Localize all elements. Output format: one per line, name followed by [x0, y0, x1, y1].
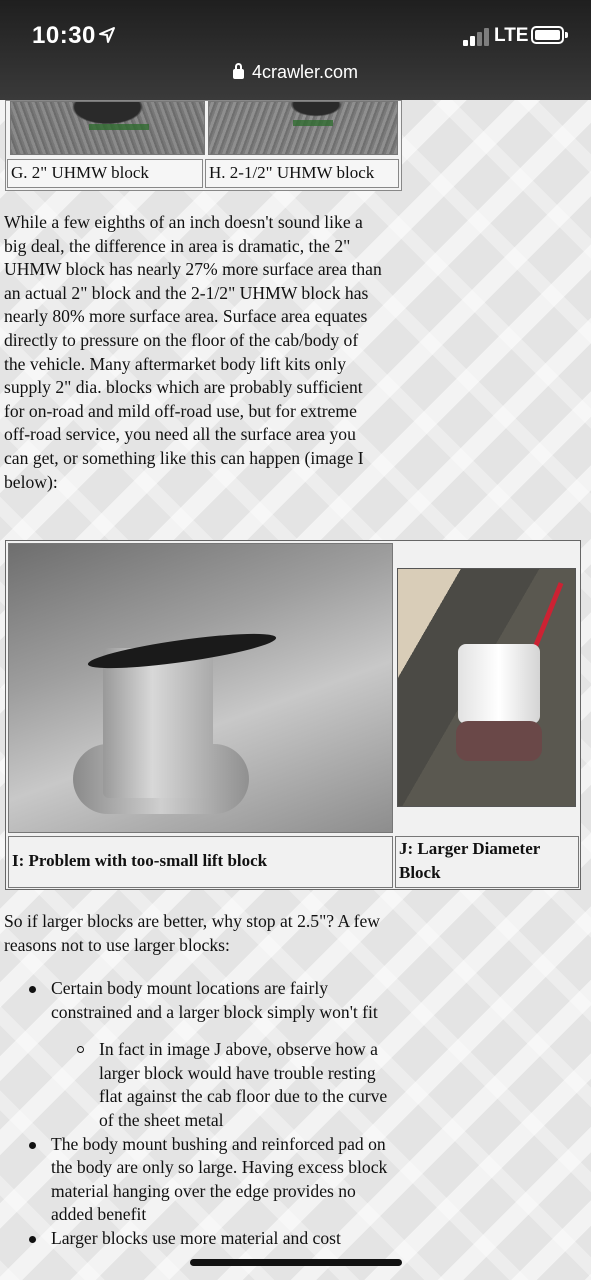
home-indicator[interactable] — [190, 1259, 402, 1266]
battery-icon — [531, 26, 564, 44]
image-table-gh — [5, 100, 402, 191]
list-item-text: Certain body mount locations are fairly constrained and a larger block simply won't fit — [51, 978, 378, 1022]
lock-icon — [233, 69, 244, 79]
address-bar[interactable] — [0, 62, 591, 83]
signal-icon — [463, 28, 491, 46]
bullet-icon — [29, 986, 36, 993]
list-item-text: The body mount bushing and reinforced pad on the body are only so large. Having excess block material hanging over the edge provides no added benefit — [51, 1133, 388, 1225]
list-item-text: Larger blocks use more material and cost — [51, 1227, 341, 1248]
photo-i-small-block-problem — [8, 543, 393, 833]
url-text: 4crawler.com — [251, 62, 359, 82]
page-content[interactable] — [0, 100, 591, 1280]
caption-i: I: Problem with too-small lift block — [8, 836, 393, 888]
photo-h-uhmw-block — [208, 101, 398, 155]
bullet-icon — [29, 1236, 36, 1243]
caption-g: G. 2" UHMW block — [7, 159, 203, 188]
reasons-list — [0, 977, 400, 1251]
list-item — [0, 977, 400, 1133]
caption-j: J: Larger Diameter Block — [395, 836, 579, 888]
sub-bullet-icon — [77, 1046, 84, 1053]
photo-j-larger-block — [397, 568, 576, 807]
clock: 10:30 — [32, 22, 96, 49]
sub-list-item — [51, 1038, 400, 1132]
photo-g-uhmw-block — [10, 101, 205, 155]
status-bar — [0, 0, 591, 100]
caption-h: H. 2-1/2" UHMW block — [205, 159, 399, 188]
list-item — [0, 1227, 400, 1251]
sub-list-item-text: In fact in image J above, observe how a larger block would have trouble resting flat against the cab floor due to the curve of the sheet metal — [99, 1039, 388, 1130]
paragraph-surface-area: While a few eighths of an inch doesn't sound like a big deal, the difference in area is dramatic, the 2" UHMW block has nearly 27% more surface area than an actual 2" block and the 2-1/2" UHMW block has nearly 80% more surface area. Surface area equates directly to pressure on the floor of the cab/body of the vehicle. Many aftermarket body lift kits only supply 2" dia. blocks which are probably sufficient for on-road and mild off-road use, but for extreme off-road service, you need all the surface area you can get, or something like this can happen (image I below): — [4, 212, 382, 492]
bullet-icon — [29, 1142, 36, 1149]
sub-list — [51, 1038, 400, 1132]
image-table-ij — [5, 540, 581, 890]
network-type: LTE — [494, 25, 529, 46]
location-arrow-icon — [98, 26, 116, 44]
list-item — [0, 1133, 400, 1227]
paragraph-why-not-larger: So if larger blocks are better, why stop at 2.5"? A few reasons not to use larger blocks: — [4, 911, 381, 955]
